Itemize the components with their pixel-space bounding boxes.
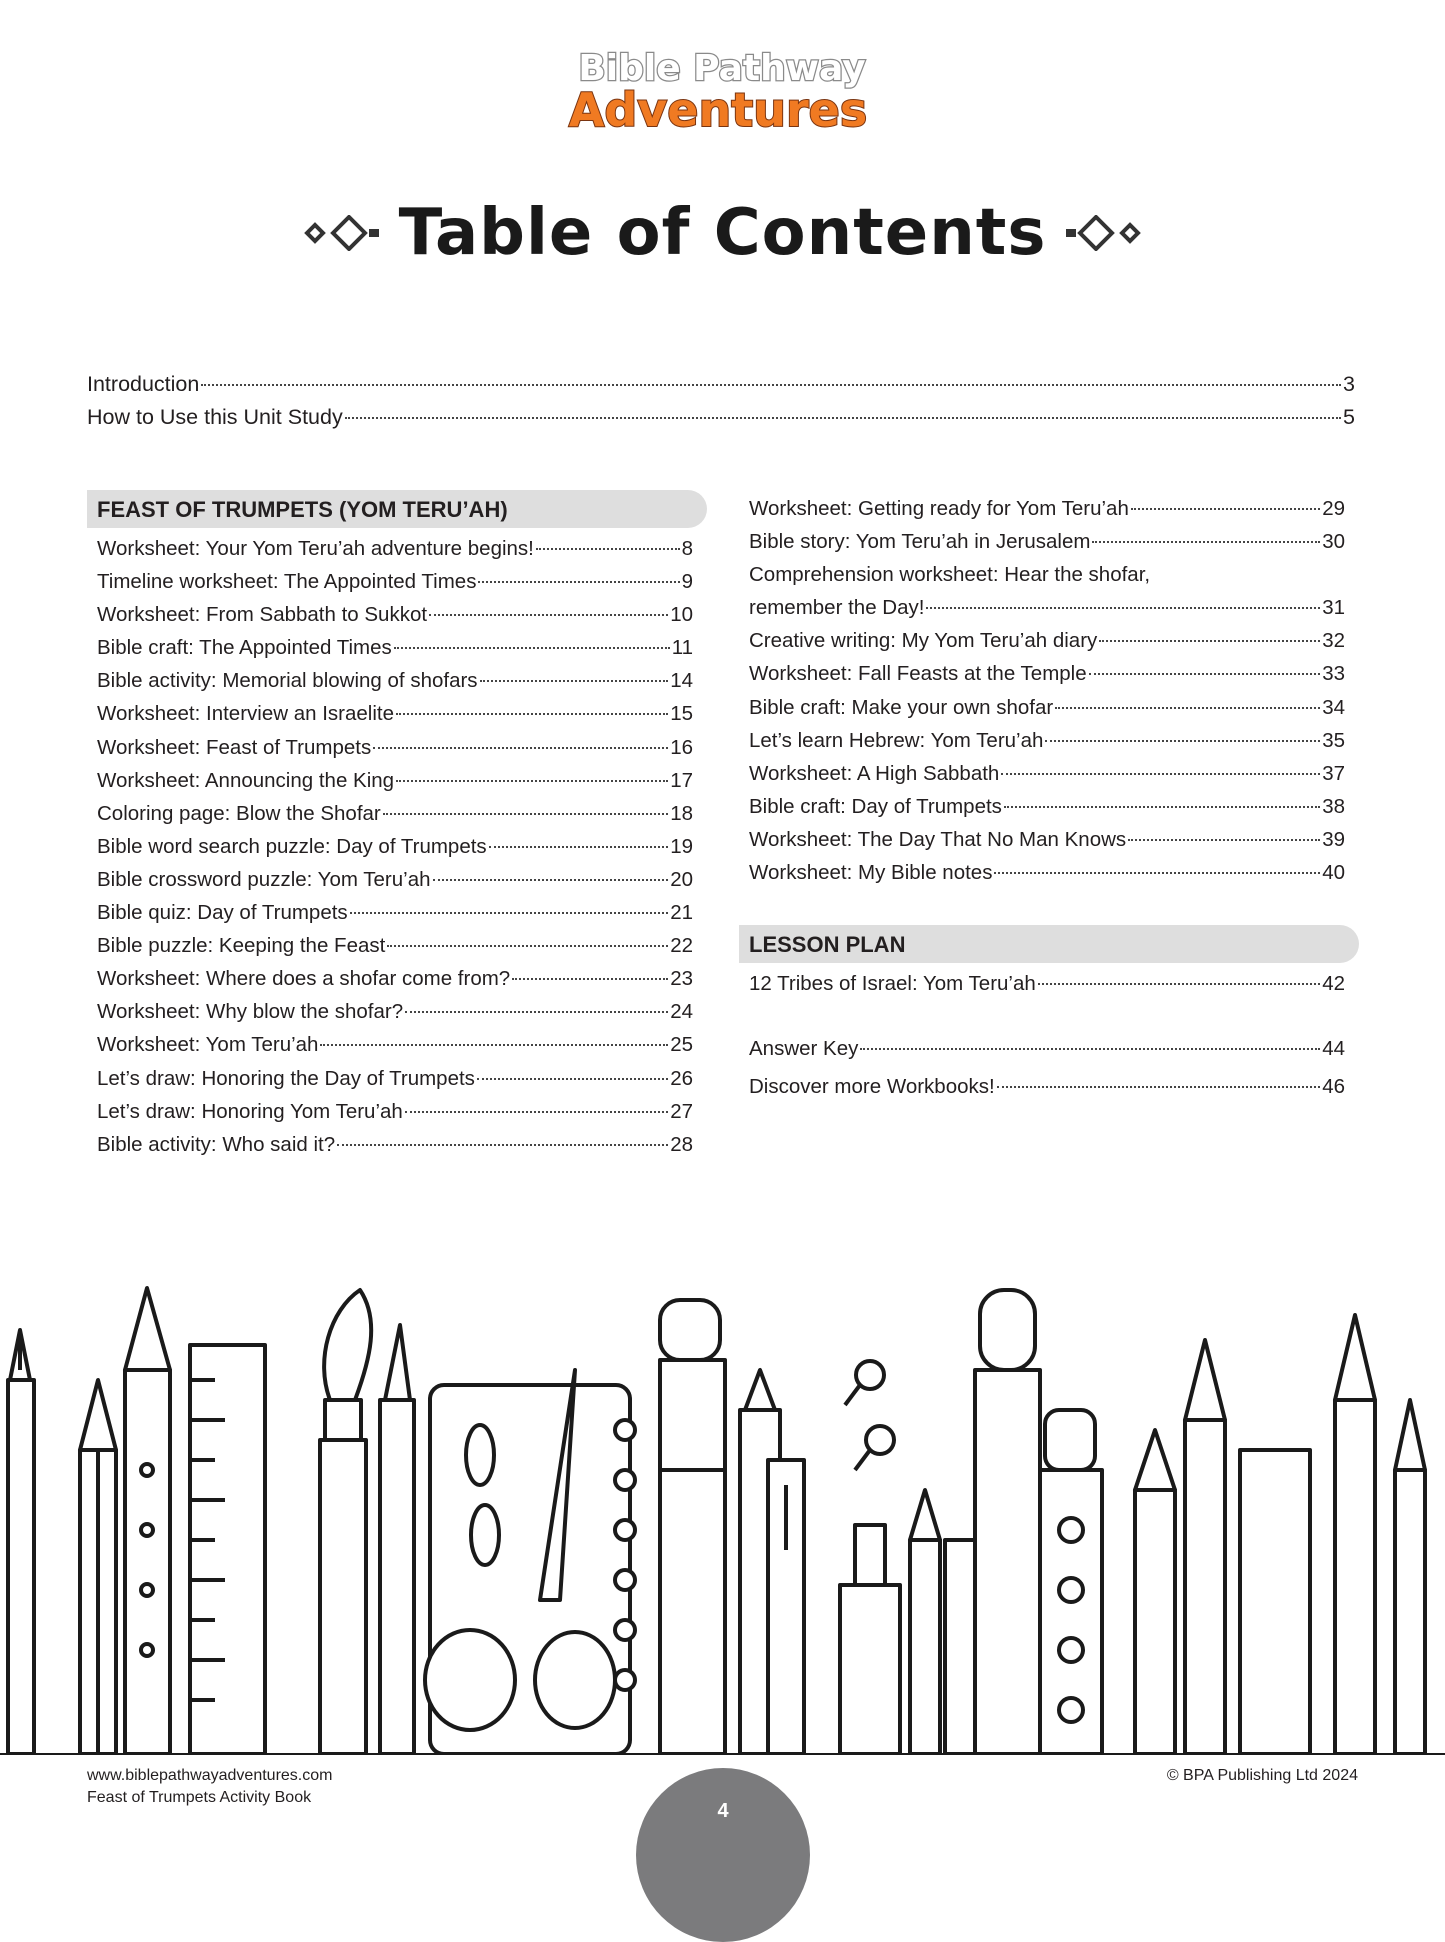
title-area [0, 196, 1445, 276]
entry-title: How to Use this Unit Study [87, 405, 343, 429]
leader-dots [396, 780, 668, 782]
entry-title: Bible puzzle: Keeping the Feast [97, 934, 386, 958]
entry-page: 9 [681, 570, 693, 594]
footer-copyright: © BPA Publishing Ltd 2024 [1166, 1767, 1358, 1784]
pencil-icon [1185, 1340, 1225, 1754]
entry-page: 28 [670, 1132, 693, 1156]
toc-entry[interactable] [97, 896, 693, 929]
leader-dots [1092, 541, 1320, 543]
leader-dots [1055, 707, 1320, 709]
entry-title: Worksheet: Getting ready for Yom Teru’ah [749, 497, 1129, 520]
leader-dots [994, 872, 1320, 874]
toc-entry[interactable] [97, 565, 693, 598]
entry-page: 25 [670, 1033, 693, 1057]
entry-title: Answer Key [749, 1037, 859, 1061]
ruler-icon [190, 1345, 265, 1754]
entry-title: Worksheet: The Day That No Man Knows [749, 827, 1127, 851]
entry-title: Bible craft: The Appointed Times [97, 636, 392, 660]
entry-title: Bible word search puzzle: Day of Trumpets [97, 834, 487, 858]
diamond-ornament-right-icon [1064, 215, 1142, 251]
toc-entry[interactable] [97, 1095, 693, 1128]
entry-page: 29 [1322, 497, 1345, 520]
leader-dots [1099, 640, 1320, 642]
toc-left-column [87, 490, 707, 1161]
entry-page: 17 [670, 768, 693, 792]
top-entries [87, 368, 1355, 434]
leader-dots [1131, 508, 1320, 510]
leader-dots [926, 607, 1320, 609]
toc-entry[interactable] [97, 697, 693, 730]
toc-entry[interactable] [749, 856, 1345, 889]
entry-page: 8 [681, 537, 693, 560]
leader-dots [1038, 983, 1320, 985]
entry-page: 32 [1322, 629, 1345, 653]
entry-title: Worksheet: Announcing the King [97, 768, 395, 792]
entry-page: 15 [670, 702, 693, 726]
entry-page: 14 [670, 669, 693, 693]
pencil-icon [1135, 1430, 1175, 1754]
toc-entry[interactable] [97, 962, 693, 995]
toc-entry[interactable] [749, 624, 1345, 657]
page-title: Table of Contents [398, 196, 1047, 270]
section-heading-lesson: LESSON PLAN [739, 925, 1359, 963]
entry-title: Worksheet: A High Sabbath [749, 761, 1000, 785]
entry-title: Bible crossword puzzle: Yom Teru’ah [97, 867, 431, 891]
footer-url[interactable]: www.biblepathwayadventures.com [87, 1767, 333, 1784]
leader-dots [1004, 806, 1320, 808]
marker-icon [660, 1300, 725, 1754]
entry-page: 23 [670, 967, 693, 991]
leader-dots [405, 1111, 668, 1113]
pencil-icon [1335, 1315, 1375, 1754]
pen-icon [975, 1290, 1040, 1754]
entry-page: 35 [1322, 728, 1345, 752]
feast-entries [87, 532, 707, 1161]
entry-page: 24 [670, 1000, 693, 1024]
feast-continued-entries [739, 490, 1359, 889]
entry-page: 26 [670, 1066, 693, 1090]
footer-divider [0, 1753, 1445, 1755]
entry-title: Timeline worksheet: The Appointed Times [97, 570, 477, 594]
leader-dots [345, 417, 1341, 419]
pushpin-icon [845, 1361, 894, 1470]
toc-entry[interactable] [749, 525, 1345, 558]
leader-dots [512, 978, 668, 980]
entry-page: 33 [1322, 662, 1345, 686]
pencil-icon [80, 1380, 116, 1754]
entry-page: 5 [1343, 405, 1355, 429]
entry-page: 34 [1322, 695, 1345, 719]
entry-page: 44 [1322, 1037, 1345, 1061]
entry-title: Bible craft: Make your own shofar [749, 695, 1054, 719]
entry-title: Bible quiz: Day of Trumpets [97, 901, 348, 925]
page-number: 4 [717, 1800, 729, 1822]
toc-entry[interactable] [87, 368, 1355, 401]
entry-title: Bible craft: Day of Trumpets [749, 794, 1002, 818]
entry-title: Introduction [87, 372, 200, 396]
entry-title: Worksheet: From Sabbath to Sukkot [97, 603, 428, 627]
entry-title: Let’s draw: Honoring the Day of Trumpets [97, 1066, 475, 1090]
entry-title: Let’s learn Hebrew: Yom Teru’ah [749, 728, 1044, 752]
entry-title: Worksheet: Fall Feasts at the Temple [749, 662, 1087, 686]
entry-page: 19 [670, 834, 693, 858]
entry-title: Bible activity: Memorial blowing of shofars [97, 669, 478, 693]
toc-entry[interactable] [97, 631, 693, 664]
entry-title: Worksheet: Where does a shofar come from? [97, 967, 511, 991]
entry-title: Worksheet: Yom Teru’ah [97, 1033, 319, 1057]
toc-entry[interactable] [749, 724, 1345, 757]
leader-dots [1001, 773, 1320, 775]
leader-dots [394, 647, 670, 649]
toc-entry[interactable] [97, 995, 693, 1028]
entry-title: Worksheet: Interview an Israelite [97, 702, 394, 726]
footer-book-title: Feast of Trumpets Activity Book [87, 1789, 312, 1806]
leader-dots [383, 813, 668, 815]
leader-dots [337, 1144, 668, 1146]
end-entries [739, 1030, 1359, 1106]
toc-entry[interactable] [749, 967, 1345, 1000]
entry-page: 46 [1322, 1075, 1345, 1099]
toc-entry[interactable] [97, 598, 693, 631]
toc-entry[interactable] [749, 657, 1345, 690]
paintbrush-icon [380, 1325, 414, 1754]
entry-title: Worksheet: Feast of Trumpets [97, 735, 372, 759]
leader-dots [1128, 839, 1320, 841]
toc-entry[interactable] [749, 823, 1345, 856]
leader-dots [997, 1086, 1320, 1088]
leader-dots [536, 548, 680, 550]
leader-dots [201, 384, 1341, 386]
entry-title: Coloring page: Blow the Shofar [97, 801, 381, 825]
toc-entry[interactable] [749, 1068, 1345, 1106]
entry-title: Worksheet: Your Yom Teru’ah adventure begins! [97, 537, 534, 560]
toc-entry[interactable] [749, 691, 1345, 724]
glue-tube-icon [840, 1525, 900, 1754]
entry-page: 21 [670, 901, 693, 925]
pencil-icon [125, 1288, 170, 1754]
leader-dots [387, 945, 668, 947]
toc-entry[interactable] [97, 797, 693, 830]
toc-entry[interactable] [97, 863, 693, 896]
entry-title-line1: Comprehension worksheet: Hear the shofar, [749, 563, 1151, 587]
entry-title: 12 Tribes of Israel: Yom Teru’ah [749, 972, 1036, 996]
leader-dots [373, 747, 668, 749]
entry-page: 16 [670, 735, 693, 759]
logo-line1: Bible Pathway [578, 48, 866, 89]
paintbrush-icon [320, 1290, 371, 1754]
entry-title-line2: remember the Day! [749, 596, 925, 620]
leader-dots [320, 1044, 668, 1046]
toc-entry[interactable] [749, 757, 1345, 790]
entry-page: 27 [670, 1099, 693, 1123]
leader-dots [396, 713, 668, 715]
entry-page: 31 [1322, 596, 1345, 620]
entry-page: 22 [670, 934, 693, 958]
pencil-icon [1395, 1400, 1425, 1754]
toc-entry[interactable] [97, 1028, 693, 1061]
leader-dots [477, 1078, 668, 1080]
leader-dots [860, 1048, 1320, 1050]
logo [0, 36, 1445, 136]
toc-entry[interactable] [97, 664, 693, 697]
entry-page: 11 [671, 636, 693, 660]
toc-entry[interactable] [749, 492, 1345, 525]
entry-title: Bible activity: Who said it? [97, 1132, 336, 1156]
toc-right-column [739, 490, 1359, 1106]
entry-page: 30 [1322, 530, 1345, 554]
ruler-icon [1240, 1450, 1310, 1754]
entry-page: 3 [1343, 372, 1355, 396]
entry-page: 42 [1322, 972, 1345, 996]
toc-entry[interactable] [97, 764, 693, 797]
toc-entry[interactable] [97, 929, 693, 962]
leader-dots [1045, 740, 1320, 742]
stationery-illustration [0, 1270, 1445, 1754]
fountain-pen-icon [8, 1330, 34, 1754]
entry-title: Discover more Workbooks! [749, 1075, 995, 1099]
leader-dots [433, 879, 669, 881]
page-number-badge [636, 1768, 810, 1942]
toc-entry[interactable] [97, 731, 693, 764]
footer-left [87, 1765, 332, 1809]
entry-page: 37 [1322, 761, 1345, 785]
entry-page: 10 [670, 603, 693, 627]
toc-entry-wrapped[interactable] [749, 558, 1345, 624]
entry-title: Bible story: Yom Teru’ah in Jerusalem [749, 530, 1091, 554]
section-heading-feast: FEAST OF TRUMPETS (YOM TERU’AH) [87, 490, 707, 528]
entry-title: Worksheet: Why blow the shofar? [97, 1000, 404, 1024]
leader-dots [478, 581, 679, 583]
leader-dots [405, 1011, 668, 1013]
leader-dots [480, 680, 669, 682]
entry-title: Creative writing: My Yom Teru’ah diary [749, 629, 1098, 653]
toc-entry[interactable] [749, 1030, 1345, 1068]
entry-page: 18 [670, 801, 693, 825]
entry-title: Worksheet: My Bible notes [749, 861, 993, 885]
paintbrush-icon [910, 1490, 940, 1754]
entry-page: 40 [1322, 861, 1345, 885]
marker-icon [1040, 1410, 1102, 1754]
pen-icon [768, 1460, 804, 1754]
entry-page: 20 [670, 867, 693, 891]
toc-entry[interactable] [97, 1128, 693, 1161]
entry-title: Let’s draw: Honoring Yom Teru’ah [97, 1099, 403, 1123]
leader-dots [1089, 673, 1321, 675]
toc-entry[interactable] [749, 790, 1345, 823]
toc-entry[interactable] [87, 401, 1355, 434]
toc-entry[interactable] [97, 830, 693, 863]
entry-page: 38 [1322, 794, 1345, 818]
leader-dots [350, 912, 669, 914]
leader-dots [429, 614, 668, 616]
logo-line2: Adventures [568, 83, 868, 136]
diamond-ornament-left-icon [303, 215, 381, 251]
leader-dots [489, 846, 669, 848]
entry-page: 39 [1322, 827, 1345, 851]
toc-entry[interactable] [97, 1062, 693, 1095]
toc-entry[interactable] [97, 532, 693, 565]
lesson-entries [739, 967, 1359, 1000]
